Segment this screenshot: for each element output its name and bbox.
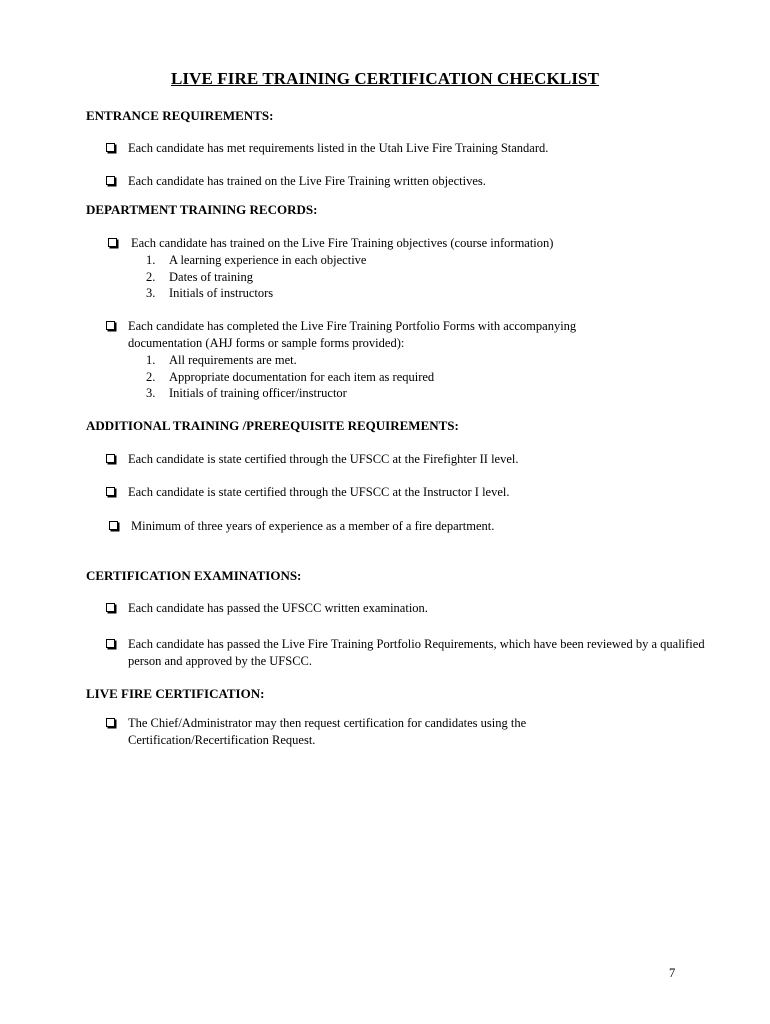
numbered-sublist: [128, 352, 636, 402]
checkbox-icon[interactable]: [106, 718, 115, 727]
checkbox-icon[interactable]: [106, 321, 115, 330]
sublist-item: 1. All requirements are met.: [146, 353, 297, 367]
checklist-item-text: Each candidate is state certified through the UFSCC at the Firefighter II level.: [128, 452, 519, 466]
checkbox-icon[interactable]: [106, 176, 115, 185]
checklist-item: [106, 173, 726, 190]
sublist-item: 2. Dates of training: [146, 269, 254, 284]
checklist-item: [106, 451, 726, 468]
checkbox-icon[interactable]: [108, 238, 117, 247]
checklist-item-text: The Chief/Administrator may then request certification for candidates using the Certification/Recertification Request.: [128, 716, 527, 747]
checklist-item-text: Each candidate has trained on the Live Fire Training written objectives.: [128, 174, 486, 188]
checkbox-icon[interactable]: [106, 143, 115, 152]
sublist-item: 2. Appropriate documentation for each item as required: [146, 369, 435, 384]
checklist-item-text: Each candidate has passed the UFSCC written examination.: [128, 601, 428, 615]
numbered-sublist: [128, 252, 726, 302]
checklist-item: [106, 715, 596, 749]
section-heading-entrance: ENTRANCE REQUIREMENTS:: [86, 108, 274, 123]
checkbox-icon[interactable]: [106, 639, 115, 648]
checkbox-icon[interactable]: [109, 521, 118, 530]
section-heading-additional: ADDITIONAL TRAINING /PREREQUISITE REQUIREMENTS:: [86, 418, 459, 433]
checkbox-icon[interactable]: [106, 487, 115, 496]
checklist-item-text: Each candidate has trained on the Live Fire Training objectives (course information): [131, 236, 554, 250]
checkbox-icon[interactable]: [106, 454, 115, 463]
checklist-item: [106, 600, 726, 617]
checklist-item: [106, 140, 726, 157]
checkbox-icon[interactable]: [106, 603, 115, 612]
page-number: 7: [669, 966, 676, 980]
section-heading-records: DEPARTMENT TRAINING RECORDS:: [86, 202, 318, 217]
checklist-item: [106, 636, 716, 670]
section-heading-exams: CERTIFICATION EXAMINATIONS:: [86, 568, 302, 583]
section-heading-livefire: LIVE FIRE CERTIFICATION:: [86, 686, 265, 701]
checklist-item: [106, 518, 726, 535]
checklist-item-text: Each candidate is state certified through the UFSCC at the Instructor I level.: [128, 485, 510, 499]
checklist-item-text: Each candidate has completed the Live Fire Training Portfolio Forms with accompanying documentation (AHJ forms or sample forms provided):: [128, 319, 577, 350]
checklist-item-text: Each candidate has met requirements listed in the Utah Live Fire Training Standard.: [128, 141, 549, 155]
checklist-item-text: Minimum of three years of experience as a member of a fire department.: [131, 519, 495, 533]
sublist-item: 3. Initials of instructors: [146, 286, 274, 300]
document-title: LIVE FIRE TRAINING CERTIFICATION CHECKLIST: [170, 69, 600, 88]
checklist-item: [106, 318, 636, 402]
sublist-item: 1. A learning experience in each objective: [146, 253, 367, 267]
sublist-item: 3. Initials of training officer/instructor: [146, 386, 347, 400]
checklist-item-text: Each candidate has passed the Live Fire Training Portfolio Requirements, which have been reviewed by a qualified person and approved by the UFSCC.: [128, 637, 705, 668]
checklist-item: [106, 235, 726, 302]
checklist-item: [106, 484, 726, 501]
